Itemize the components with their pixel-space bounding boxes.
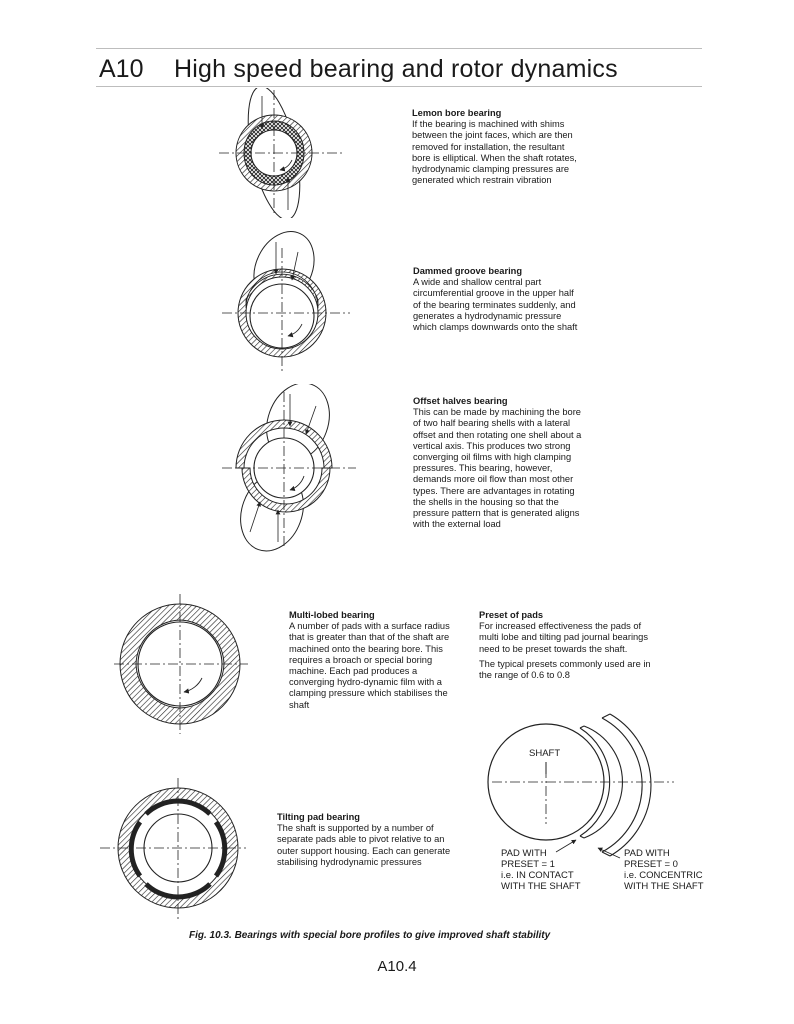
offset-halves-heading: Offset halves bearing — [413, 396, 508, 406]
dammed-groove-text — [413, 266, 583, 333]
figure-caption: Fig. 10.3. Bearings with special bore profiles to give improved shaft stability — [189, 930, 551, 941]
left-label-line-2: PRESET = 1 — [501, 859, 555, 870]
page-number: A10.4 — [377, 958, 417, 975]
multi-lobed-heading: Multi-lobed bearing — [289, 610, 375, 620]
tilting-pad-heading: Tilting pad bearing — [277, 812, 360, 822]
page-header — [96, 53, 706, 85]
preset-note: The typical presets commonly used are in the range of 0.6 to 0.8 — [479, 658, 651, 681]
tilting-pad-text — [277, 812, 457, 868]
dammed-groove-heading: Dammed groove bearing — [413, 266, 523, 276]
offset-halves-text — [413, 396, 583, 530]
preset-text — [479, 610, 651, 681]
right-label-line-2: PRESET = 0 — [624, 859, 678, 870]
tilting-pad-body: The shaft is supported by a number of separate pads able to pivot relative to an outer support housing. Each can generate stabilising hydrodynamic pressures — [277, 823, 451, 867]
offset-halves-body: This can be made by machining the bore of two half bearing shells with a lateral offset and then rotating one shell about a vertical axis. This produces two strong converging oil films with high clamping pressures. This bearing, however, demands more oil flow than most other types. There are advantages in rotating the shells in the housing so that the pressure pattern that is generated aligns with the external load — [413, 407, 582, 530]
preset-diagram — [480, 706, 720, 898]
dammed-groove-diagram — [220, 228, 352, 376]
header-underline — [96, 86, 702, 87]
lemon-bore-heading: Lemon bore bearing — [412, 108, 502, 118]
preset-body: For increased effectiveness the pads of multi lobe and tilting pad journal bearings need to be preset towards the shaft. — [479, 621, 649, 654]
right-label-line-1: PAD WITH — [624, 848, 670, 859]
left-label-line-1: PAD WITH — [501, 848, 547, 859]
lemon-bore-text — [412, 108, 580, 186]
top-rule — [96, 48, 702, 49]
preset-heading: Preset of pads — [479, 610, 544, 620]
offset-halves-diagram — [220, 384, 360, 554]
multi-lobed-body: A number of pads with a surface radius that is greater than that of the shaft are machined onto the bearing bore. This requires a broach or special boring machine. Each pad produces a converging hydro-dynamic film with a clamping pressure which stabilises the shaft — [289, 621, 450, 710]
left-label-line-3: i.e. IN CONTACT — [501, 870, 574, 881]
page-title: High speed bearing and rotor dynamics — [174, 55, 618, 83]
lemon-bore-diagram — [214, 88, 348, 218]
section-code: A10 — [99, 55, 144, 83]
shaft-label: SHAFT — [529, 748, 561, 759]
right-label-line-4: WITH THE SHAFT — [624, 881, 704, 892]
dammed-groove-body: A wide and shallow central part circumferential groove in the upper half of the bearing terminates suddenly, and generates a hydrodynamic pressure which clamps downwards onto the shaft — [413, 277, 578, 333]
right-label-line-3: i.e. CONCENTRIC — [624, 870, 703, 881]
left-label-line-4: WITH THE SHAFT — [501, 881, 581, 892]
tilting-pad-diagram — [100, 778, 248, 922]
lemon-bore-body: If the bearing is machined with shims between the joint faces, which are then removed for installation, the resultant bore is elliptical. When the shaft rotates, hydrodynamic clamping pressures are generated which restrain vibration — [412, 119, 577, 186]
multi-lobed-text — [289, 610, 465, 711]
multi-lobed-diagram — [112, 594, 252, 736]
